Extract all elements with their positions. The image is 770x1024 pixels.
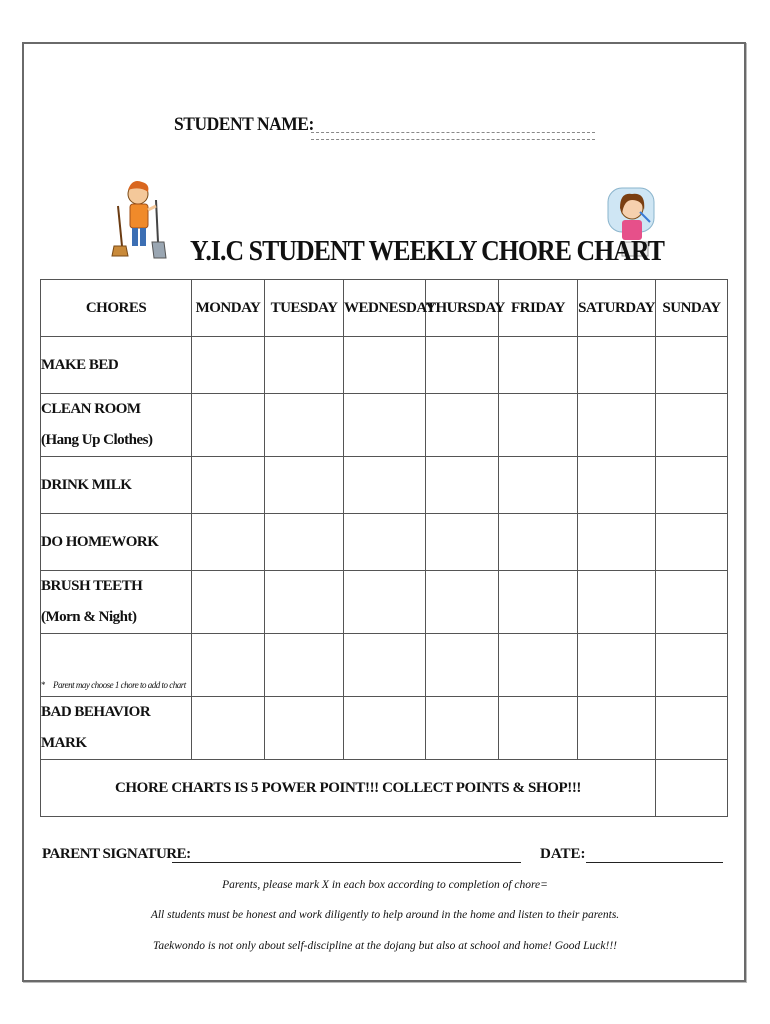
chore-label: DRINK MILK (41, 476, 132, 493)
chore-sublabel: (Hang Up Clothes) (41, 432, 153, 448)
check-cell[interactable] (344, 634, 426, 697)
bad-behavior-label: BAD BEHAVIOR MARK (41, 704, 151, 751)
chore-drink-milk (41, 457, 192, 514)
chore-table (40, 279, 728, 817)
date-field[interactable] (586, 862, 723, 863)
table-row (41, 457, 728, 514)
check-cell[interactable] (426, 571, 499, 634)
chore-make-bed (41, 337, 192, 394)
points-row (41, 760, 728, 817)
points-cell[interactable] (656, 760, 728, 817)
check-cell[interactable] (578, 394, 656, 457)
chore-do-homework (41, 514, 192, 571)
closing-note: Taekwondo is not only about self-discipline at the dojang but also at school and home! Good Luck!!! (152, 940, 617, 952)
check-cell[interactable] (578, 571, 656, 634)
check-cell[interactable] (656, 514, 728, 571)
table-row (41, 514, 728, 571)
check-cell[interactable] (656, 571, 728, 634)
check-cell[interactable] (426, 394, 499, 457)
check-cell[interactable] (192, 394, 265, 457)
check-cell[interactable] (426, 634, 499, 697)
check-cell[interactable] (656, 457, 728, 514)
bad-behavior-label-cell (41, 697, 192, 760)
header-tuesday: TUESDAY (265, 280, 344, 337)
check-cell[interactable] (499, 697, 578, 760)
student-name-label: STUDENT NAME: (174, 114, 314, 135)
check-cell[interactable] (656, 634, 728, 697)
check-cell[interactable] (499, 394, 578, 457)
boy-with-broom-icon (108, 172, 172, 264)
check-cell[interactable] (656, 337, 728, 394)
check-cell[interactable] (578, 337, 656, 394)
chore-brush-teeth (41, 571, 192, 634)
header-sunday: SUNDAY (656, 280, 728, 337)
check-cell[interactable] (344, 697, 426, 760)
header-wednesday: WEDNESDAY (344, 280, 426, 337)
chore-sublabel: (Morn & Night) (41, 609, 137, 625)
table-row (41, 571, 728, 634)
chart-title: Y.I.C STUDENT WEEKLY CHORE CHART (190, 236, 665, 267)
table-row (41, 697, 728, 760)
check-cell[interactable] (265, 337, 344, 394)
parent-signature-field[interactable] (172, 862, 521, 863)
chore-label: MAKE BED (41, 356, 119, 373)
footnote (41, 680, 186, 690)
check-cell[interactable] (192, 457, 265, 514)
header-saturday: SATURDAY (578, 280, 656, 337)
table-row (41, 394, 728, 457)
check-cell[interactable] (426, 457, 499, 514)
custom-chore-cell[interactable] (41, 634, 192, 697)
check-cell[interactable] (578, 457, 656, 514)
check-cell[interactable] (265, 394, 344, 457)
check-cell[interactable] (499, 634, 578, 697)
check-cell[interactable] (426, 337, 499, 394)
chore-label: CLEAN ROOM (41, 401, 141, 417)
student-name-field[interactable] (311, 132, 595, 140)
check-cell[interactable] (192, 697, 265, 760)
check-cell[interactable] (499, 571, 578, 634)
check-cell[interactable] (426, 697, 499, 760)
check-cell[interactable] (499, 337, 578, 394)
check-cell[interactable] (192, 337, 265, 394)
check-cell[interactable] (265, 457, 344, 514)
check-cell[interactable] (344, 571, 426, 634)
check-cell[interactable] (192, 634, 265, 697)
header-monday: MONDAY (192, 280, 265, 337)
check-cell[interactable] (578, 634, 656, 697)
check-cell[interactable] (344, 394, 426, 457)
footnote-text: Parent may choose 1 chore to add to chart (53, 680, 186, 690)
check-cell[interactable] (192, 571, 265, 634)
check-cell[interactable] (265, 634, 344, 697)
chore-label: BRUSH TEETH (41, 578, 143, 594)
table-row (41, 634, 728, 697)
check-cell[interactable] (578, 697, 656, 760)
check-cell[interactable] (192, 514, 265, 571)
header-thursday: THURSDAY (426, 280, 499, 337)
date-label: DATE: (540, 846, 586, 862)
points-note: CHORE CHARTS IS 5 POWER POINT!!! COLLECT POINTS & SHOP!!! (41, 760, 656, 817)
chore-clean-room (41, 394, 192, 457)
check-cell[interactable] (344, 514, 426, 571)
honesty-note: All students must be honest and work diligently to help around in the home and listen to their parents. (150, 909, 620, 921)
header-friday: FRIDAY (499, 280, 578, 337)
check-cell[interactable] (265, 514, 344, 571)
check-cell[interactable] (578, 514, 656, 571)
check-cell[interactable] (265, 571, 344, 634)
check-cell[interactable] (499, 457, 578, 514)
check-cell[interactable] (499, 514, 578, 571)
check-cell[interactable] (656, 697, 728, 760)
check-cell[interactable] (265, 697, 344, 760)
instruction-note: Parents, please mark X in each box according to completion of chore= (222, 879, 548, 891)
check-cell[interactable] (344, 337, 426, 394)
check-cell[interactable] (344, 457, 426, 514)
header-chores: CHORES (41, 280, 192, 337)
table-row (41, 337, 728, 394)
check-cell[interactable] (426, 514, 499, 571)
table-header-row (41, 280, 728, 337)
footnote-star: * (41, 680, 45, 690)
check-cell[interactable] (656, 394, 728, 457)
chore-label: DO HOMEWORK (41, 533, 159, 550)
parent-signature-label: PARENT SIGNATURE: (42, 846, 191, 862)
